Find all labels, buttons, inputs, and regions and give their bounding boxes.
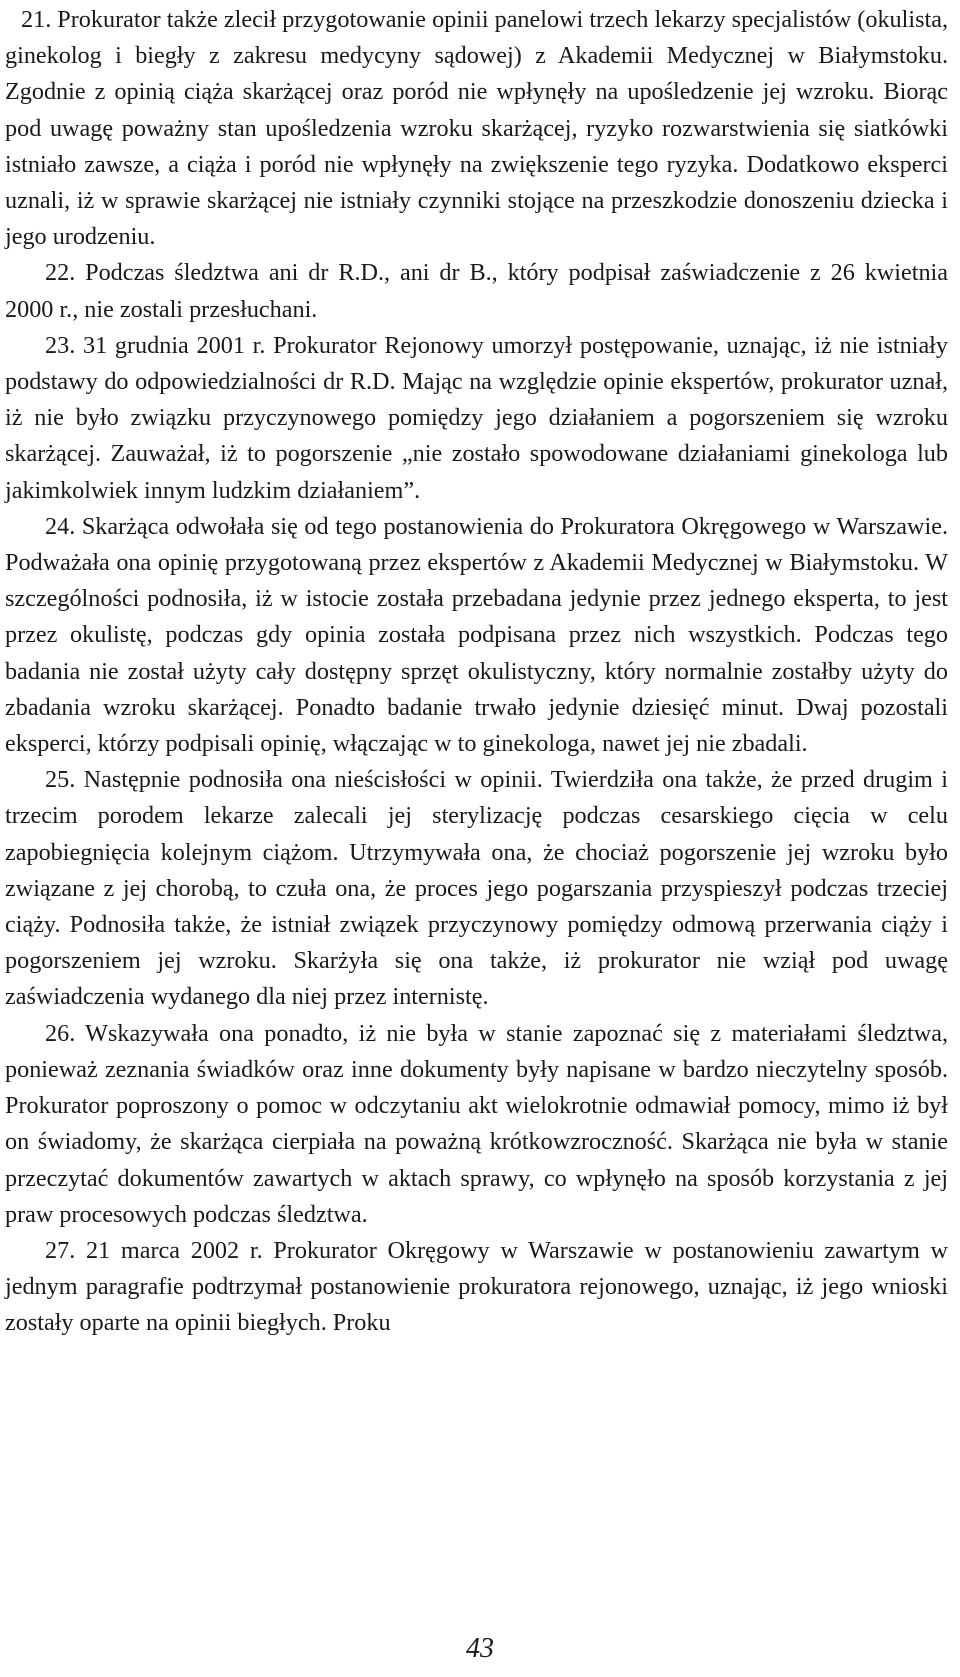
paragraph-22: 22. Podczas śledztwa ani dr R.D., ani dr B., który podpisał zaświadczenie z 26 kwietnia 2000 r., nie zostali przesłuchani.	[5, 259, 948, 323]
paragraph-21: 21. Prokurator także zlecił przygotowanie opinii panelowi trzech lekarzy specjalistów (okulista, ginekolog i biegły z zakresu medycyny sądowej) z Akademii Medycznej w Białymstoku. Zgodnie z opinią ciąża skarżącej oraz poród nie wpłynęły na upośledzenie jej wzroku. Biorąc pod uwagę poważny stan upośledzenia wzroku skarżącej, ryzyko rozwarstwienia się siatkówki istniało zawsze, a ciąża i poród nie wpłynęły na zwiększenie tego ryzyka. Dodatkowo eksperci uznali, iż w sprawie skarżącej nie istniały czynniki stojące na przeszkodzie donoszeniu dziecka i jego urodzeniu.	[5, 6, 948, 251]
document-body	[5, 2, 948, 1342]
paragraph-24: 24. Skarżąca odwołała się od tego postanowienia do Prokuratora Okręgowego w Warszawie. Podważała ona opinię przygotowaną przez ekspertów z Akademii Medycznej w Białymstoku. W szczególności podnosiła, iż w istocie została przebadana jedynie przez jednego eksperta, to jest przez okulistę, podczas gdy opinia została podpisana przez nich wszystkich. Podczas tego badania nie został użyty cały dostępny sprzęt okulistyczny, który normalnie zostałby użyty do zbadania wzroku skarżącej. Ponadto badanie trwało jedynie dziesięć minut. Dwaj pozostali eksperci, którzy podpisali opinię, włączając w to ginekologa, nawet jej nie zbadali.	[5, 512, 948, 758]
paragraph-27: 27. 21 marca 2002 r. Prokurator Okręgowy w Warszawie w postanowieniu zawartym w jednym paragrafie podtrzymał postanowienie prokuratora rejonowego, uznając, iż jego wnioski zostały oparte na opinii biegłych. Proku	[5, 1236, 948, 1337]
paragraph-23: 23. 31 grudnia 2001 r. Prokurator Rejonowy umorzył postępowanie, uznając, iż nie istniały podstawy do odpowiedzialności dr R.D. Mając na względzie opinie ekspertów, prokurator uznał, iż nie było związku przyczynowego pomiędzy jego działaniem a pogorszeniem się wzroku skarżącej. Zauważał, iż to pogorszenie „nie zostało spowodowane działaniami ginekologa lub jakimkolwiek innym ludzkim działaniem”.	[5, 331, 948, 504]
paragraph-26: 26. Wskazywała ona ponadto, iż nie była w stanie zapoznać się z materiałami śledztwa, ponieważ zeznania świadków oraz inne dokumenty były napisane w bardzo nieczytelny sposób. Prokurator poproszony o pomoc w odczytaniu akt wielokrotnie odmawiał pomocy, mimo iż był on świadomy, że skarżąca cierpiała na poważną krótkowzroczność. Skarżąca nie była w stanie przeczytać dokumentów zawartych w aktach sprawy, co wpłynęło na sposób korzystania z jej praw procesowych podczas śledztwa.	[5, 1019, 948, 1228]
paragraph-25: 25. Następnie podnosiła ona nieścisłości w opinii. Twierdziła ona także, że przed drugim i trzecim porodem lekarze zalecali jej sterylizację podczas cesarskiego cięcia w celu zapobiegnięcia kolejnym ciążom. Utrzymywała ona, że chociaż pogorszenie jej wzroku było związane z jej chorobą, to czuła ona, że proces jego pogarszania przyspieszył podczas trzeciej ciąży. Podnosiła także, że istniał związek przyczynowy pomiędzy odmową przerwania ciąży i pogorszeniem jej wzroku. Skarżyła się ona także, iż prokurator nie wziął pod uwagę zaświadczenia wydanego dla niej przez internistę.	[5, 766, 948, 1011]
page-number: 43	[466, 1633, 494, 1664]
